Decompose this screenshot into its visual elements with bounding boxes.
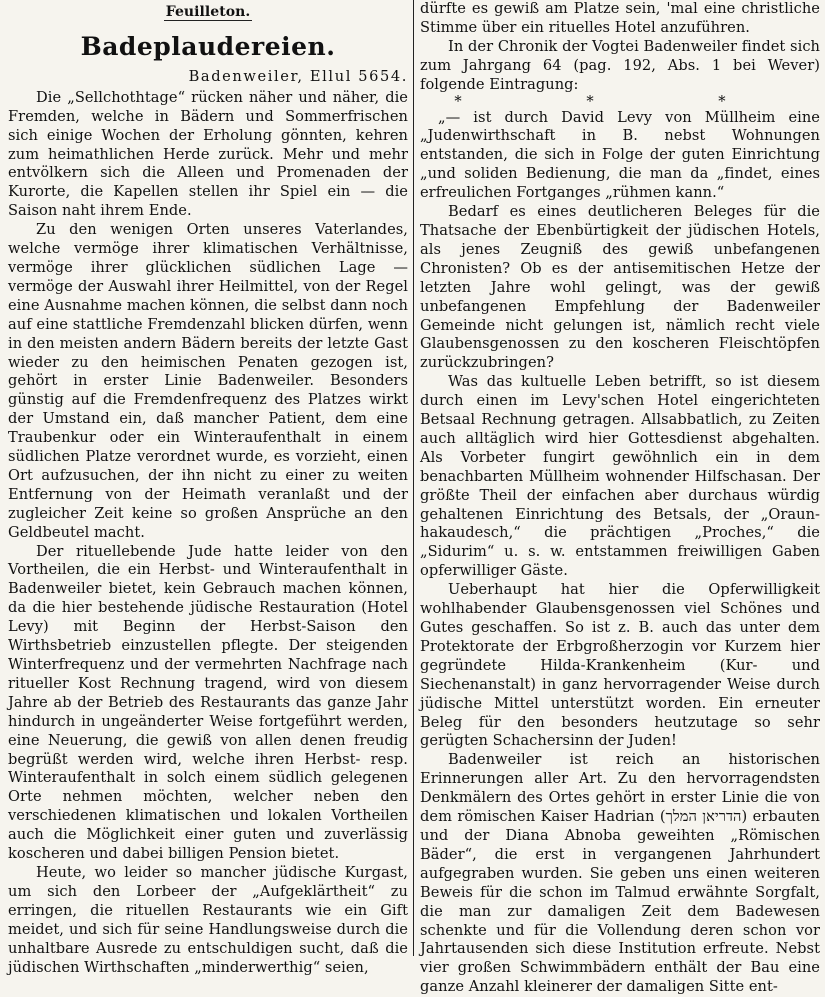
paragraph-4: Heute, wo leider so mancher jüdische Kurgast, um sich den Lorbeer der „Aufgeklärtheit“ zu erringen, die rituellen Restaurants wie ein Gift meidet, und sich für seine Handlungsweise durch die unhaltbare Ausrede zu entschuldigen sucht, daß die jüdischen Wirthschaften „minderwerthig“ seien, (8, 863, 408, 976)
dateline: Badenweiler, Ellul 5654. (188, 67, 408, 85)
section-label: Feuilleton. (165, 4, 251, 20)
chronicle-quote: „— ist durch David Levy von Müllheim eine „Judenwirthschaft in B. nebst Wohnungen entstanden, die sich in Folge der guten Einrichtung „und soliden Bedienung, die man da „findet, eines erfreulichen Fortganges „rühmen kann.“ (420, 108, 820, 202)
column-divider (413, 0, 414, 956)
headline: Badeplaudereien. (80, 31, 336, 61)
paragraph-5: Bedarf es eines deutlicheren Beleges für die Thatsache der Ebenbürtigkeit der jüdischen Hotels, als jenes Zeugniß des gewiß unbefangenen Chronisten? Ob es der antisemitischen Hetze der letzten Jahre wohl gelingt, was der gewiß unbefangenen Empfehlung der Badenweiler Gemeinde nicht gelungen ist, nämlich recht viele Glaubensgenossen zu den koscheren Fleischtöpfen zurückzubringen? (420, 203, 820, 372)
paragraph-6: Was das kultuelle Leben betrifft, so ist diesem durch einen im Levy'schen Hotel eingerichteten Betsaal Rechnung getragen. Allsabbatlich, zu Zeiten auch alltäglich wird hier Gottesdienst abgehalten. Als Vorbeter fungirt gewöhnlich ein in dem benachbarten Müllheim wohnender Hilfschasan. Der größte Theil der einfachen aber durchaus würdig gehaltenen Einrichtung des Betsals, der „Oraun-hakaudesch,“ die prächtigen „Proches,“ die „Sidurim“ u. s. w. entstammen freiwilligen Gaben opferwilliger Gäste. (420, 373, 820, 580)
right-column (420, 0, 820, 996)
asterism: * * * (454, 92, 786, 110)
paragraph-7: Ueberhaupt hat hier die Opferwilligkeit wohlhabender Glaubensgenossen viel Schönes und Gutes geschaffen. So ist z. B. auch das unter dem Protektorate der Erbgroßherzogin vor Kurzem hier gegründete Hilda-Krankenheim (Kur- und Siechenanstalt) in ganz hervorragender Weise durch jüdische Mittel unterstützt worden. Ein erneuter Beleg für den besonders heutzutage so sehr gerügten Schachersinn der Juden! (420, 581, 820, 750)
paragraph-2: Zu den wenigen Orten unseres Vaterlandes, welche vermöge ihrer klimatischen Verhältnisse, vermöge ihrer glücklichen südlichen Lage — vermöge der Auswahl ihrer Heilmittel, von der Regel eine Ausnahme machen können, die selbst dann noch auf eine stattliche Fremdenzahl blicken dürfen, wenn in den meisten andern Bädern bereits der letzte Gast wieder zu den heimischen Penaten gezogen ist, gehört in erster Linie Badenweiler. Besonders günstig auf die Fremdenfrequenz des Platzes wirkt der Umstand ein, daß mancher Patient, dem eine Traubenkur oder ein Winteraufenthalt in einem südlichen Platze verordnet wurde, es vorzieht, einen Ort aufzusuchen, der ihn nicht zu einer zu weiten Entfernung von der Heimath veranlaßt und der zugleicher Zeit keine so großen Ansprüche an den Geldbeutel macht. (8, 221, 408, 541)
paragraph-1: Die „Sellchothtage“ rücken näher und näher, die Fremden, welche in Bädern und Sommerfrischen sich einige Wochen der Erholung gönnten, kehren zum heimathlichen Herde zurück. Mehr und mehr entvölkern sich die Alleen und Promenaden der Kurorte, die Kapellen stellen ihr Spiel ein — die Saison naht ihrem Ende. (8, 88, 408, 220)
paragraph-continuation: dürfte es gewiß am Platze sein, 'mal eine christliche Stimme über ein rituelles Hotel anzuführen. (420, 0, 820, 36)
left-column (8, 0, 408, 976)
chronicle-intro: In der Chronik der Vogtei Badenweiler findet sich zum Jahrgang 64 (pag. 192, Abs. 1 bei Wever) folgende Eintragung: (420, 37, 820, 93)
paragraph-3: Der rituellebende Jude hatte leider von den Vortheilen, die ein Herbst- und Winteraufenthalt in Badenweiler bietet, kein Gebrauch machen können, da die hier bestehende jüdische Restauration (Hotel Levy) mit Beginn der Herbst-Saison den Wirthsbetrieb einzustellen pflegte. Der steigenden Winterfrequenz und der vermehrten Nachfrage nach ritueller Kost Rechnung tragend, wird von diesem Jahre ab der Betrieb des Restaurants das ganze Jahr hindurch in ungeänderter Weise fortgeführt werden, eine Neuerung, die gewiß von allen denen freudig begrüßt werden wird, welche ihren Herbst- resp. Winteraufenthalt in solch einem südlich gelegenen Orte nehmen möchten, welcher neben den verschiedenen klimatischen und lokalen Vortheilen auch die Möglichkeit einer guten und zuverlässig koscheren und dabei billigen Pension bietet. (8, 542, 408, 863)
paragraph-8: Badenweiler ist reich an historischen Erinnerungen aller Art. Zu den hervorragendsten Denkmälern des Ortes gehört in erster Linie die von dem römischen Kaiser Hadrian (הדריאן המלך) erbauten und der Diana Abnoba geweihten „Römischen Bäder“, die erst in vergangenen Jahrhundert aufgegraben wurden. Sie geben uns einen weiteren Beweis für die schon im Talmud erwähnte Sorgfalt, die man zur damaligen Zeit dem Badewesen schenkte und für die Vollendung deren schon vor Jahrtausenden sich diese Institution erfreute. Nebst vier großen Schwimmbädern enthält der Bau eine ganze Anzahl kleinerer der damaligen Sitte ent- (420, 751, 820, 996)
